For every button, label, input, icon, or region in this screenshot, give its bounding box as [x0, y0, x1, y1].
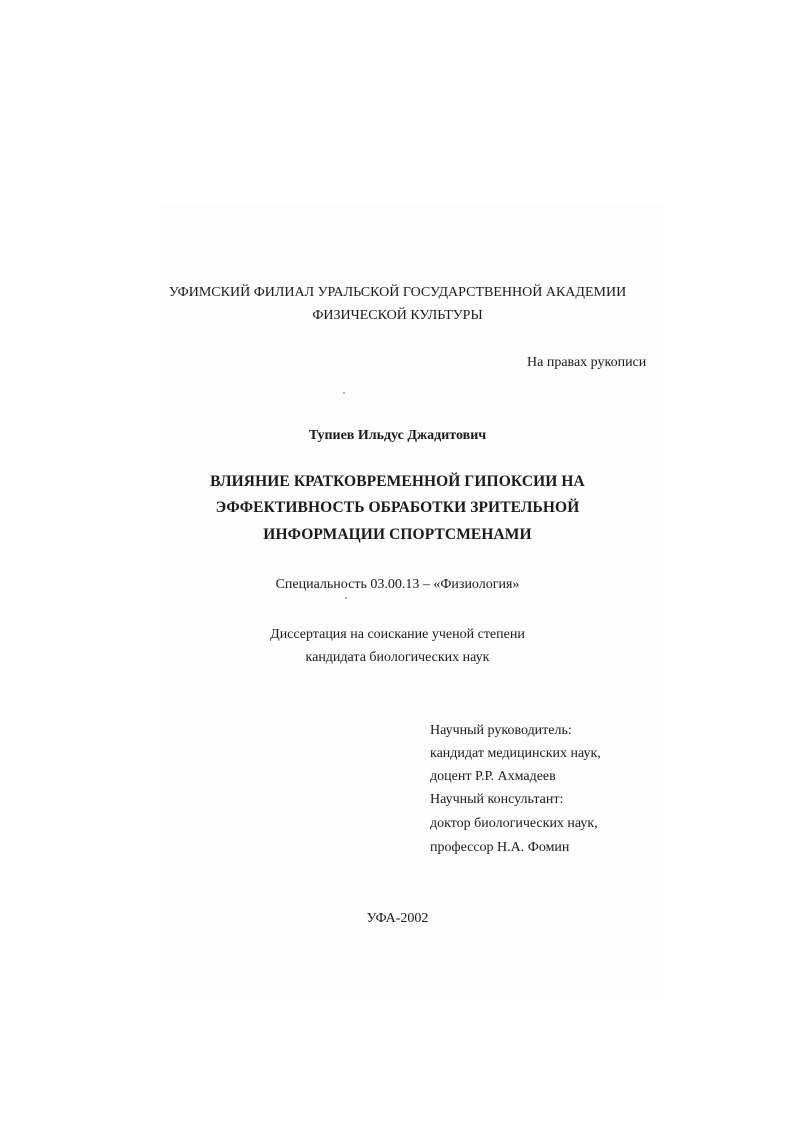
- advisor-line-1: Научный руководитель:: [430, 723, 572, 738]
- place-year: УФА-2002: [366, 911, 429, 926]
- scan-speck: [345, 597, 347, 599]
- degree-line-1: Диссертация на соискание ученой степени: [270, 627, 525, 642]
- degree-line-2: кандидата биологических наук: [305, 650, 490, 665]
- advisor-line-2: кандидат медицинских наук,: [430, 746, 601, 761]
- specialty: Специальность 03.00.13 – «Физиология»: [275, 577, 520, 592]
- thesis-title-line-3: ИНФОРМАЦИИ СПОРТСМЕНАМИ: [263, 526, 532, 543]
- author-name: Тупиев Ильдус Джадитович: [308, 428, 487, 443]
- institution-line-1: УФИМСКИЙ ФИЛИАЛ УРАЛЬСКОЙ ГОСУДАРСТВЕННОЙ АКАДЕМИИ: [168, 285, 627, 300]
- consultant-line-1: Научный консультант:: [430, 792, 564, 807]
- thesis-title-line-2: ЭФФЕКТИВНОСТЬ ОБРАБОТКИ ЗРИТЕЛЬНОЙ: [215, 499, 580, 516]
- advisor-line-3: доцент Р.Р. Ахмадеев: [430, 769, 556, 784]
- thesis-title-line-1: ВЛИЯНИЕ КРАТКОВРЕМЕННОЙ ГИПОКСИИ НА: [210, 473, 585, 490]
- manuscript-note: На правах рукописи: [527, 355, 647, 370]
- institution-line-2: ФИЗИЧЕСКОЙ КУЛЬТУРЫ: [312, 308, 483, 323]
- scan-speck: [343, 392, 345, 394]
- consultant-line-3: профессор Н.А. Фомин: [430, 840, 570, 855]
- consultant-line-2: доктор биологических наук,: [430, 816, 598, 831]
